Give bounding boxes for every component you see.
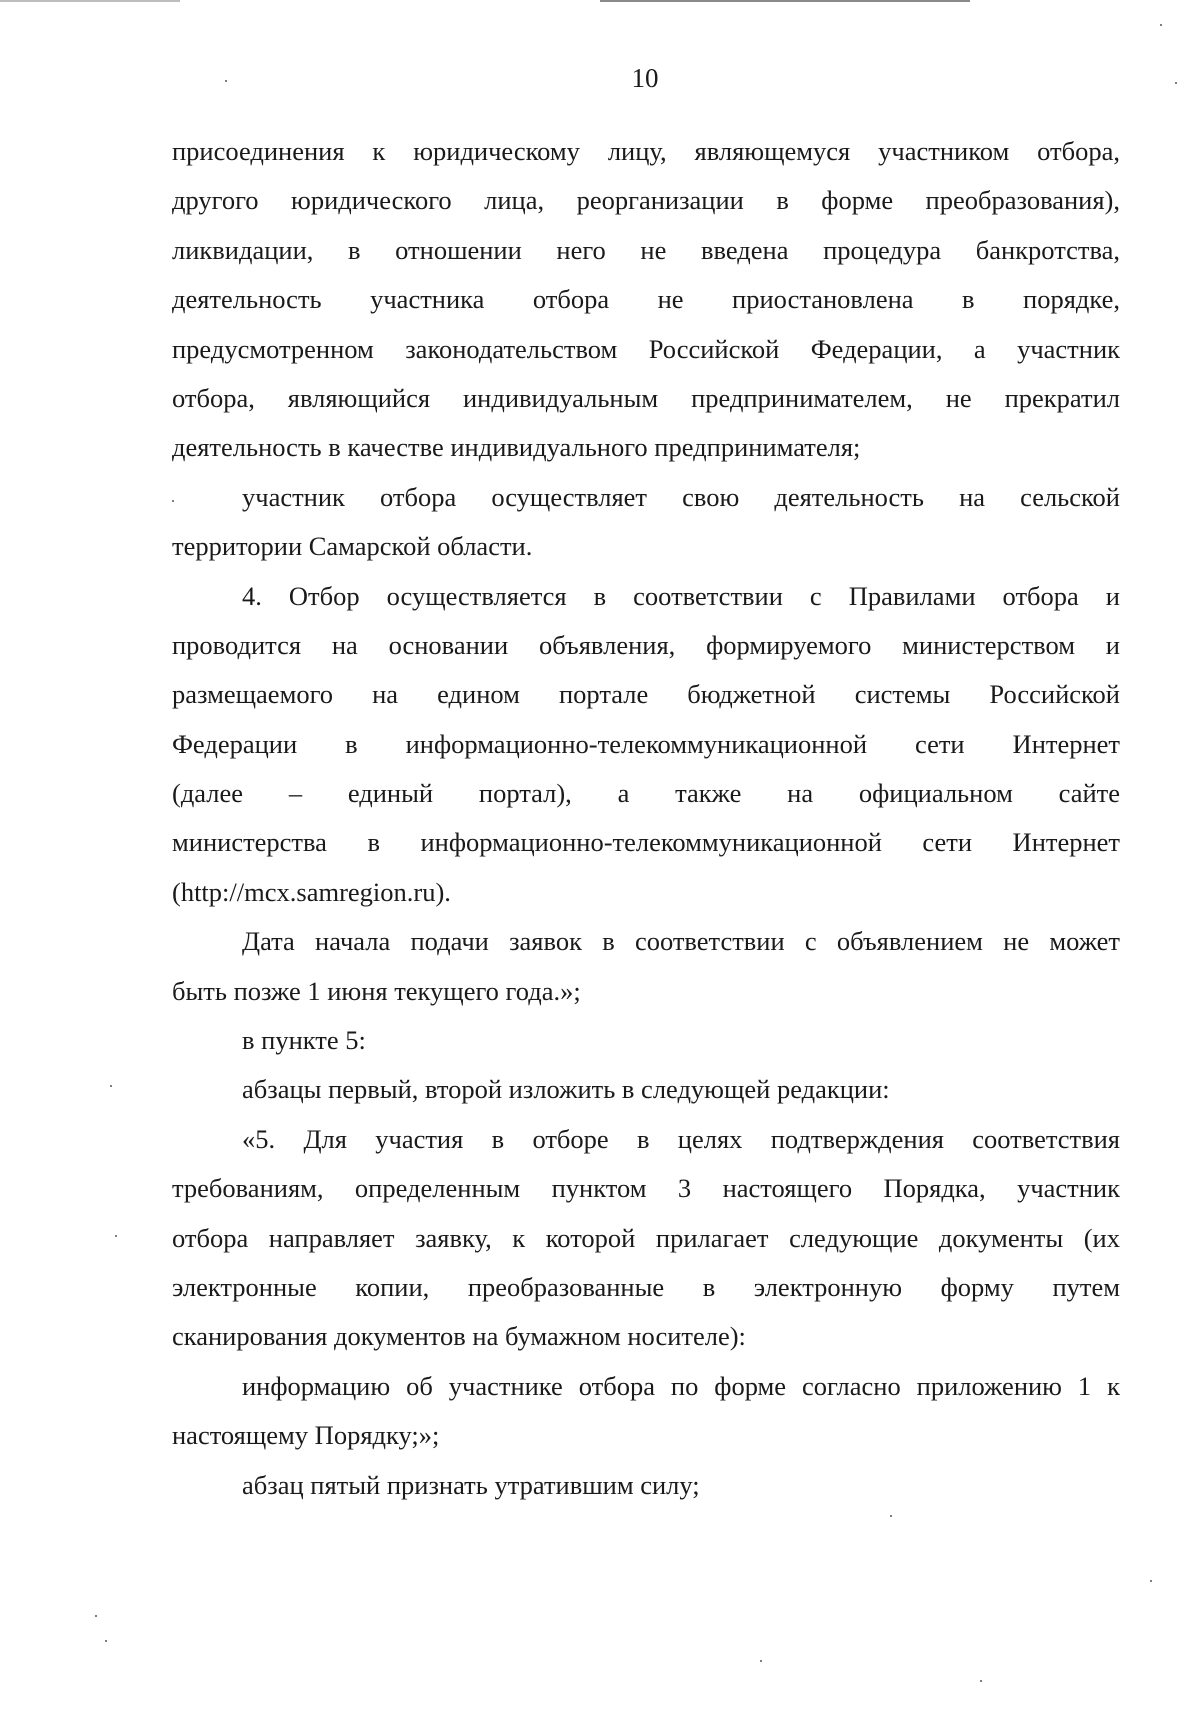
scan-edge-line: [600, 0, 970, 2]
text-line: быть позже 1 июня текущего года.»;: [172, 975, 581, 1006]
text-line: информацию об участнике отбора по форме согласно приложению 1 к: [242, 1370, 1120, 1401]
text-line: участник отбора осуществляет свою деятельность на сельской: [242, 481, 1120, 512]
scan-speck: [105, 1640, 107, 1642]
text-line: другого юридического лица, реорганизации в форме преобразования),: [172, 185, 1120, 216]
scan-speck: [1175, 82, 1177, 84]
text-line: министерства в информационно-телекоммуникационной сети Интернет: [172, 827, 1120, 858]
scan-speck: [760, 1660, 762, 1662]
scan-speck: [172, 500, 174, 502]
scan-speck: [1160, 24, 1162, 26]
text-line: деятельность участника отбора не приостановлена в порядке,: [172, 284, 1120, 315]
text-line: «5. Для участия в отборе в целях подтверждения соответствия: [242, 1123, 1120, 1154]
text-line: размещаемого на едином портале бюджетной системы Российской: [172, 679, 1120, 710]
text-line: Дата начала подачи заявок в соответствии с объявлением не может: [242, 926, 1120, 957]
text-line: сканирования документов на бумажном носителе):: [172, 1321, 746, 1352]
text-line: отбора, являющийся индивидуальным предпринимателем, не прекратил: [172, 382, 1120, 413]
scan-speck: [110, 1085, 112, 1087]
text-line: абзац пятый признать утратившим силу;: [242, 1469, 700, 1500]
text-line: 4. Отбор осуществляется в соответствии с Правилами отбора и: [242, 580, 1120, 611]
text-line: абзацы первый, второй изложить в следующей редакции:: [242, 1074, 890, 1105]
text-line: (далее – единый портал), а также на официальном сайте: [172, 778, 1120, 809]
page-number: 10: [631, 63, 659, 93]
text-line: проводится на основании объявления, формируемого министерством и: [172, 629, 1120, 660]
scan-speck: [225, 80, 227, 82]
text-line: территории Самарской области.: [172, 531, 533, 562]
scan-edge-mark: [0, 0, 180, 2]
text-line: в пункте 5:: [242, 1025, 366, 1056]
scan-speck: [890, 1515, 892, 1517]
document-body: [172, 127, 1120, 1510]
text-line: деятельность в качестве индивидуального предпринимателя;: [172, 432, 861, 463]
text-line: требованиям, определенным пунктом 3 настоящего Порядка, участник: [172, 1173, 1120, 1204]
scan-speck: [980, 1680, 982, 1682]
scan-speck: [95, 1615, 97, 1617]
text-line: присоединения к юридическому лицу, являющемуся участником отбора,: [172, 136, 1120, 166]
text-line: электронные копии, преобразованные в электронную форму путем: [172, 1271, 1120, 1302]
text-line: ликвидации, в отношении него не введена процедура банкротства,: [172, 234, 1120, 265]
scan-speck: [115, 1235, 117, 1237]
text-line: отбора направляет заявку, к которой прилагает следующие документы (их: [172, 1222, 1120, 1253]
text-line: Федерации в информационно-телекоммуникационной сети Интернет: [172, 728, 1120, 759]
text-line: (http://mcx.samregion.ru).: [172, 876, 451, 907]
text-line: предусмотренном законодательством Российской Федерации, а участник: [172, 333, 1120, 364]
scan-speck: [1150, 1580, 1152, 1582]
text-line: настоящему Порядку;»;: [172, 1420, 440, 1451]
